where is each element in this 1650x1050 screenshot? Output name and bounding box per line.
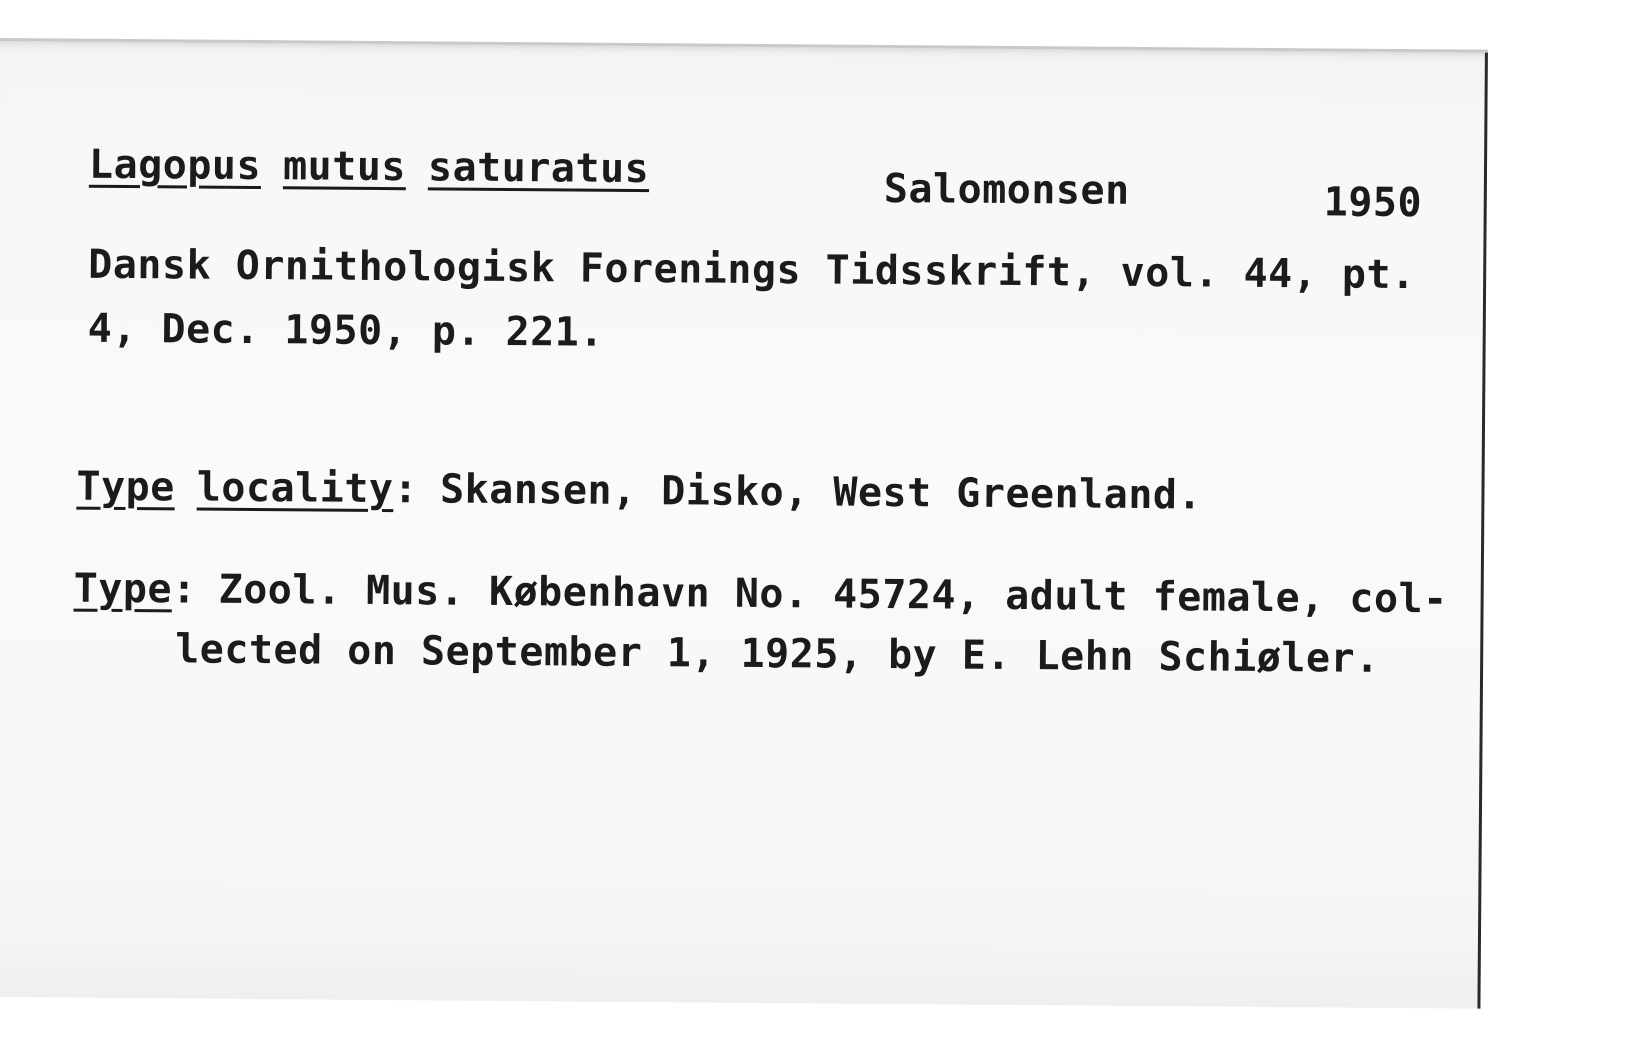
type-locality-value: Skansen, Disko, West Greenland.: [439, 466, 1203, 519]
type-label: Type: [73, 565, 173, 613]
species-name: mutus: [282, 143, 407, 191]
type-locality-colon: :: [393, 466, 419, 513]
subspecies-name: saturatus: [427, 144, 650, 193]
index-card: [0, 38, 1488, 1009]
citation-line-1: Dansk Ornithologisk Forenings Tidsskrift, vol. 44, pt.: [88, 241, 1416, 299]
type-specimen-line-1: [73, 566, 1447, 623]
type-specimen-line-2: lected on September 1, 1925, by E. Lehn Schiøler.: [175, 626, 1380, 682]
type-locality-label-locality: locality: [196, 464, 394, 513]
type-locality-label-type: Type: [76, 463, 175, 511]
taxon-name-line: [89, 142, 650, 192]
type-locality-line: [76, 464, 1202, 519]
publication-year: 1950: [1323, 179, 1423, 227]
genus-name: Lagopus: [88, 141, 262, 190]
citation-line-2: 4, Dec. 1950, p. 221.: [87, 305, 605, 356]
type-specimen-text-1: Zool. Mus. København No. 45724, adult female, col-: [218, 566, 1448, 623]
type-colon: :: [171, 566, 197, 613]
author-name: Salomonsen: [883, 165, 1130, 214]
